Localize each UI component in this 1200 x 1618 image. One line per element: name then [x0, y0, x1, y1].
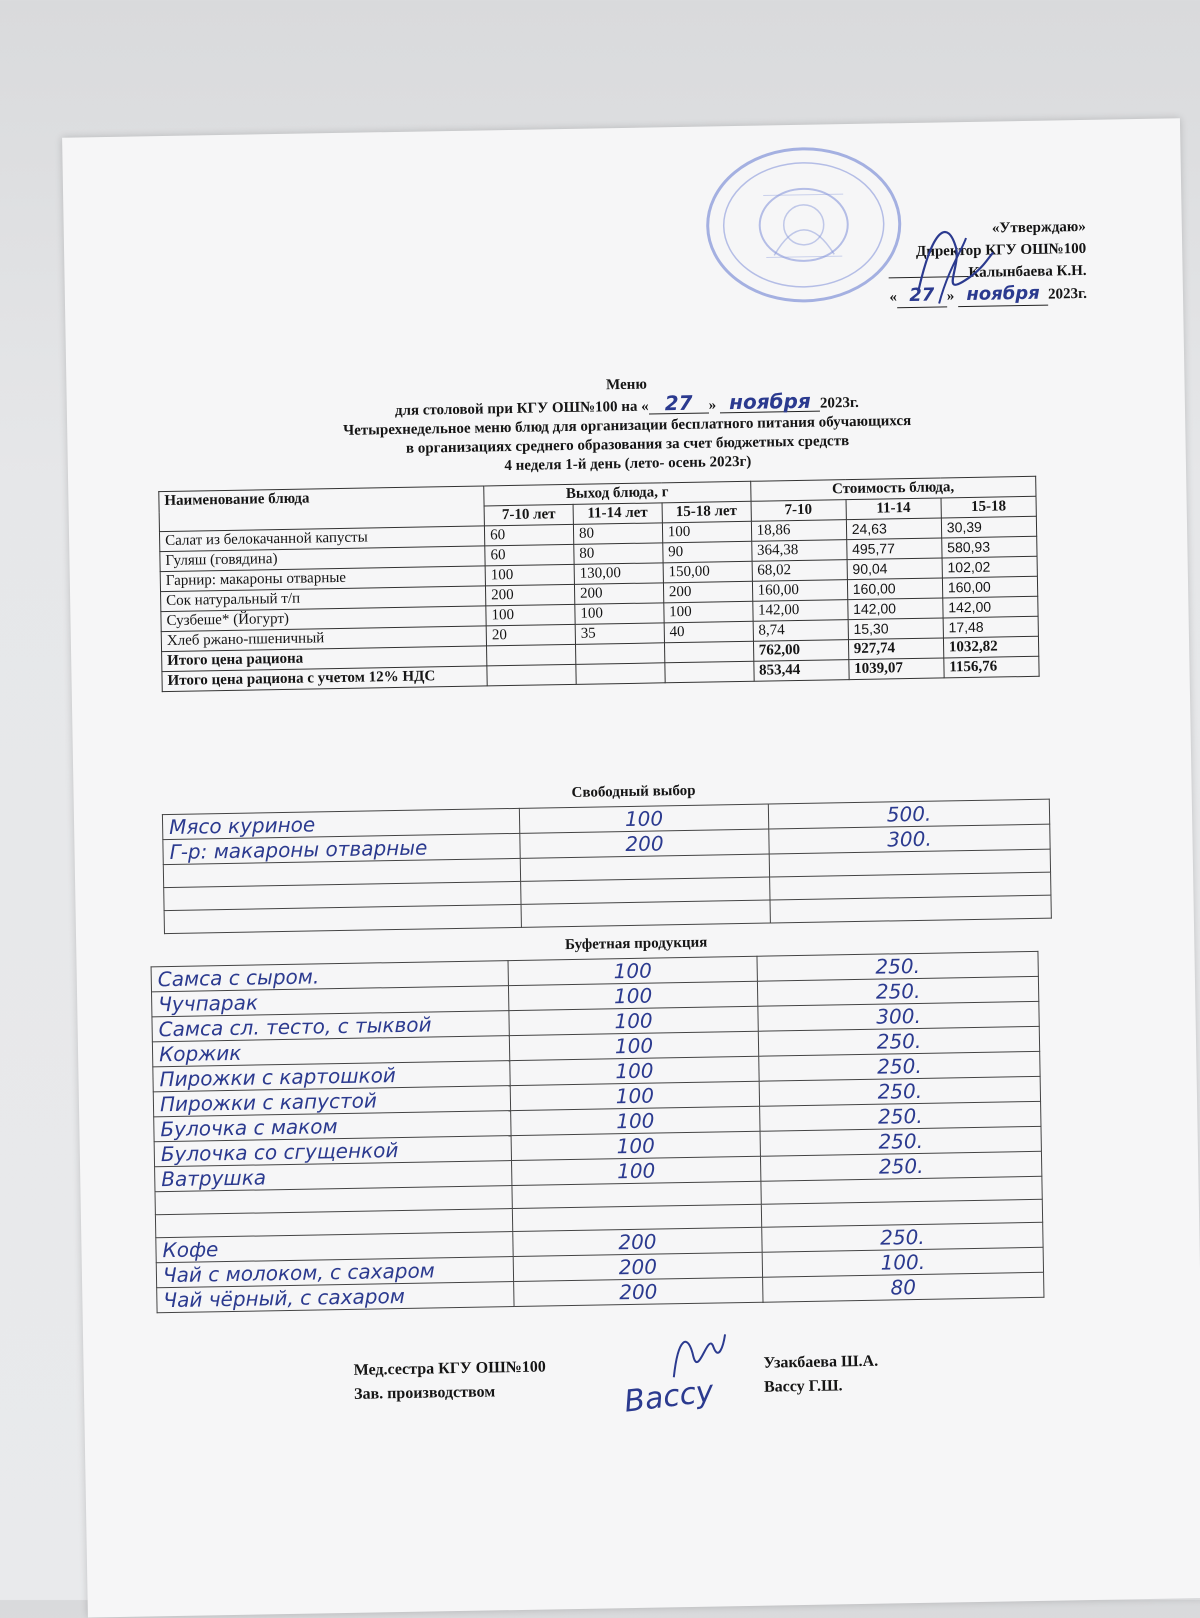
item-weight: 200 — [513, 1252, 762, 1281]
yield-cell: 20 — [486, 624, 575, 646]
menu-rows — [159, 516, 1038, 651]
item-name: Чучпарак — [152, 986, 509, 1017]
cost-cell: 68,02 — [752, 560, 847, 582]
item-name: Самса сл. тесто, с тыквой — [152, 1011, 509, 1042]
item-weight: 100 — [509, 1031, 758, 1060]
item-price: 250. — [759, 1076, 1040, 1106]
cost-cell: 495,77 — [846, 538, 941, 560]
item-name: Чай с молоком, с сахаром — [156, 1257, 513, 1288]
item-price — [770, 895, 1051, 923]
quote-open: « — [889, 289, 898, 306]
director-name: Калынбаева К.Н. — [968, 262, 1087, 281]
yield-cell: 35 — [575, 623, 664, 645]
item-price: 250. — [762, 1222, 1043, 1252]
cost-cell: 8,74 — [753, 620, 848, 642]
yield-cell: 60 — [485, 544, 574, 566]
total-vat-11-14: 1039,07 — [849, 658, 944, 680]
yield-cell: 130,00 — [574, 563, 663, 585]
cost-cell: 24,63 — [846, 518, 941, 540]
stamp-seal — [702, 143, 905, 306]
empty-cell — [575, 643, 664, 665]
total-vat-label: Итого цена рациона с учетом 12% НДС — [162, 666, 487, 692]
yield-cell: 200 — [486, 584, 575, 606]
dish-name: Гуляш (говядина) — [160, 546, 485, 572]
prod-name: Вассу Г.Ш. — [763, 1377, 843, 1396]
header-yield: Выход блюда, г — [484, 481, 751, 506]
yield-cell: 80 — [574, 543, 663, 565]
item-price: 250. — [759, 1051, 1040, 1081]
item-price: 500. — [768, 799, 1049, 829]
yield-cell: 100 — [664, 601, 753, 623]
nurse-label: Мед.сестра КГУ ОШ№100 — [353, 1358, 546, 1379]
yield-cell: 80 — [573, 523, 662, 545]
approval-block — [887, 216, 1087, 308]
total-vat-15-18: 1156,76 — [944, 656, 1040, 678]
item-weight: 200 — [513, 1227, 762, 1256]
approval-line1: «Утверждаю» — [991, 218, 1086, 237]
item-weight: 100 — [511, 1106, 760, 1135]
item-name: Чай чёрный, с сахаром — [157, 1282, 514, 1313]
yield-cell: 60 — [485, 524, 574, 546]
cost-cell: 18,86 — [751, 520, 846, 542]
item-name: Г-р: макароны отварные — [163, 833, 520, 864]
title-line1: Меню — [605, 376, 647, 394]
age-yield-2: 11-14 лет — [573, 503, 662, 525]
yield-cell: 90 — [663, 541, 752, 563]
item-weight: 100 — [519, 804, 768, 833]
age-cost-2: 11-14 — [846, 498, 941, 520]
yield-cell: 100 — [662, 521, 751, 543]
header-dish-name: Наименование блюда — [159, 486, 485, 532]
total-11-14: 927,74 — [848, 638, 943, 660]
director-signature — [907, 207, 999, 319]
total-7-10: 762,00 — [753, 640, 848, 662]
approval-day: 27 — [897, 284, 947, 308]
free-choice-table — [162, 799, 1052, 934]
yield-cell: 100 — [485, 564, 574, 586]
dish-name: Сузбеше* (Йогурт) — [161, 606, 486, 632]
item-price: 300. — [758, 1001, 1039, 1031]
signature-names — [763, 1350, 878, 1400]
item-name: Булочка с маком — [154, 1111, 511, 1142]
yield-cell: 200 — [574, 583, 663, 605]
document-page — [62, 118, 1200, 1617]
cost-cell: 30,39 — [941, 516, 1037, 538]
signature-labels — [353, 1356, 546, 1407]
cost-cell: 142,00 — [847, 598, 942, 620]
cost-cell: 142,00 — [752, 600, 847, 622]
menu-table — [158, 476, 1039, 692]
cost-cell: 580,93 — [942, 536, 1038, 558]
yield-cell: 200 — [663, 581, 752, 603]
approval-year: 2023г. — [1047, 285, 1088, 303]
item-price: 80 — [763, 1272, 1044, 1302]
item-weight: 100 — [509, 1006, 758, 1035]
item-name: Коржик — [152, 1036, 509, 1067]
dish-name: Сок натуральный т/п — [161, 586, 486, 612]
item-weight — [521, 900, 770, 927]
yield-cell: 150,00 — [663, 561, 752, 583]
title-quote-close: » — [708, 397, 717, 414]
approval-month: ноября — [958, 283, 1048, 308]
item-name — [164, 904, 521, 933]
age-yield-1: 7-10 лет — [484, 504, 573, 526]
cost-cell: 160,00 — [752, 580, 847, 602]
title-prefix: для столовой при КГУ ОШ№100 на « — [394, 398, 649, 419]
approval-line2: Директор КГУ ОШ№100 — [915, 240, 1087, 260]
menu-title — [126, 367, 1128, 482]
title-line5: 4 неделя 1-й день (лето- осень 2023г) — [504, 453, 752, 475]
item-name: Булочка со сгущенкой — [154, 1136, 511, 1167]
title-line4: в организациях среднего образования за счет бюджетных средств — [405, 433, 850, 457]
cost-cell: 142,00 — [943, 596, 1039, 618]
item-name: Пирожки с картошкой — [153, 1061, 510, 1092]
item-weight: 100 — [511, 1131, 760, 1160]
item-name: Ватрушка — [155, 1161, 512, 1192]
age-cost-1: 7-10 — [751, 500, 846, 522]
cost-cell: 90,04 — [847, 558, 942, 580]
header-cost: Стоимость блюда, — [750, 476, 1036, 501]
cost-cell: 102,02 — [942, 556, 1038, 578]
item-weight: 200 — [520, 829, 769, 858]
yield-cell: 40 — [664, 621, 753, 643]
age-cost-3: 15-18 — [941, 496, 1037, 518]
item-weight: 200 — [514, 1277, 763, 1306]
empty-cell — [487, 664, 576, 686]
quote-close: » — [946, 288, 955, 305]
nurse-name: Узакбаева Ш.А. — [763, 1352, 879, 1372]
title-month: ноября — [720, 392, 820, 414]
item-price: 250. — [760, 1126, 1041, 1156]
title-line3: Четырехнедельное меню блюд для организации бесплатного питания обучающихся — [343, 412, 912, 439]
cost-cell: 364,38 — [751, 540, 846, 562]
item-weight: 100 — [508, 981, 757, 1010]
item-name: Самса с сыром. — [151, 961, 508, 992]
yield-cell: 100 — [486, 604, 575, 626]
item-weight: 100 — [510, 1081, 759, 1110]
item-price: 250. — [760, 1151, 1041, 1181]
dish-name: Гарнир: макароны отварные — [160, 566, 485, 592]
item-name: Мясо куриное — [162, 808, 519, 839]
item-price: 300. — [769, 824, 1050, 854]
dish-name: Хлеб ржано-пшеничный — [161, 626, 486, 652]
total-label: Итого цена рациона — [162, 646, 487, 672]
cost-cell: 17,48 — [943, 616, 1039, 638]
empty-cell — [487, 644, 576, 666]
total-15-18: 1032,82 — [943, 636, 1039, 658]
item-price: 250. — [757, 976, 1038, 1006]
buffet-table — [151, 951, 1045, 1313]
item-price: 250. — [760, 1101, 1041, 1131]
empty-cell — [576, 663, 665, 685]
cost-cell: 160,00 — [942, 576, 1038, 598]
cost-cell: 160,00 — [847, 578, 942, 600]
title-day: 27 — [649, 394, 709, 415]
total-vat-7-10: 853,44 — [753, 660, 848, 682]
item-weight: 100 — [510, 1056, 759, 1085]
item-price: 250. — [757, 951, 1038, 981]
item-weight: 100 — [512, 1156, 761, 1185]
prod-signature: Вассу — [622, 1374, 716, 1420]
prod-label: Зав. производством — [353, 1383, 496, 1403]
free-choice-title: Свободный выбор — [571, 782, 696, 801]
yield-cell: 100 — [575, 603, 664, 625]
item-price: 250. — [758, 1026, 1039, 1056]
dish-name: Салат из белокачанной капусты — [159, 526, 484, 552]
item-weight: 100 — [508, 956, 757, 985]
empty-cell — [665, 661, 754, 683]
item-name: Кофе — [156, 1232, 513, 1263]
buffet-title: Буфетная продукция — [564, 934, 708, 954]
title-year: 2023г. — [819, 394, 859, 412]
age-yield-3: 15-18 лет — [662, 501, 751, 523]
cost-cell: 15,30 — [848, 618, 943, 640]
item-price: 100. — [762, 1247, 1043, 1277]
item-name: Пирожки с капустой — [153, 1086, 510, 1117]
empty-cell — [664, 641, 753, 663]
